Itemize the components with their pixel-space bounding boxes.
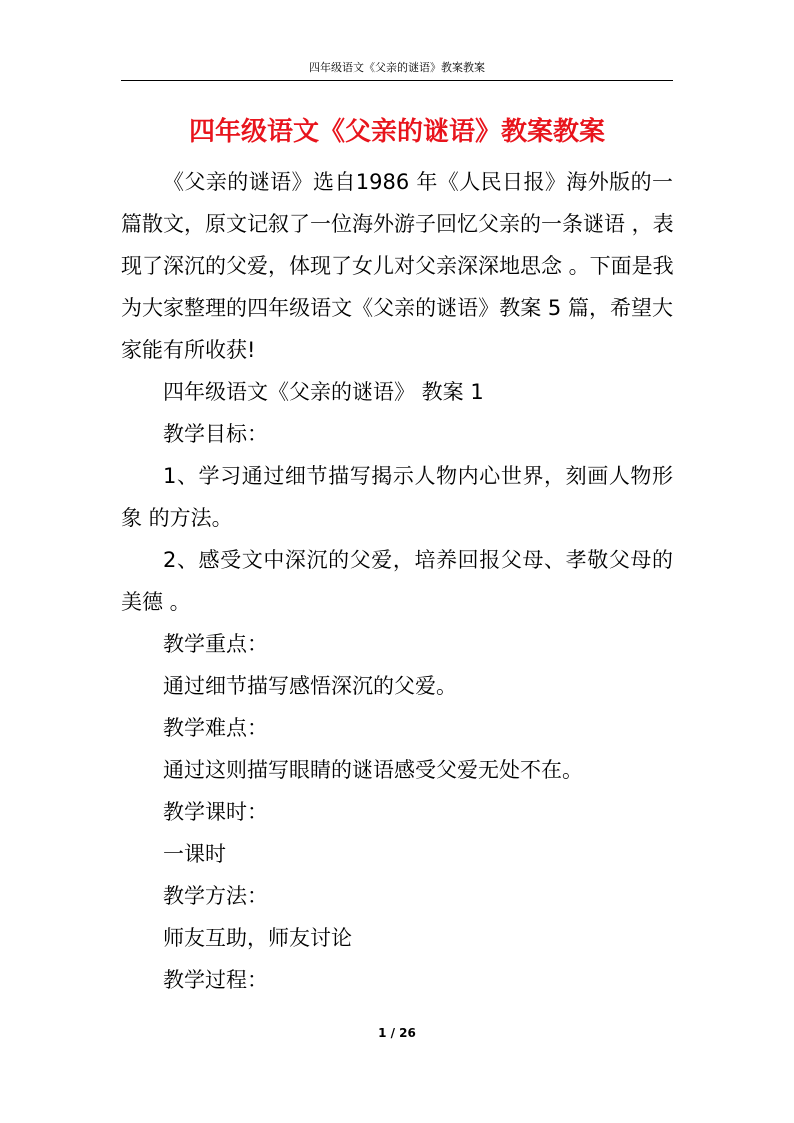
- key-point-text: 通过细节描写感悟深沉的父爱。: [163, 674, 457, 698]
- goal-1-line: 1、学习通过细节描写揭示人物内心世界，刻画人物形: [163, 464, 673, 488]
- key-point-label: 教学重点：: [163, 632, 268, 656]
- intro-line: 现了深沉的父爱，体现了女儿对父亲深深地思念 。下面是我: [121, 254, 674, 278]
- section-heading: 四年级语文《父亲的谜语》 教案 1: [163, 380, 484, 404]
- hours-label: 教学课时：: [163, 800, 268, 824]
- process-label: 教学过程：: [163, 968, 268, 992]
- header-divider: [121, 80, 673, 81]
- method-text: 师友互助，师友讨论: [163, 926, 352, 950]
- page-number: 1 / 26: [378, 1026, 416, 1040]
- goal-1-line: 象 的方法。: [121, 506, 233, 530]
- hours-text: 一课时: [163, 842, 226, 866]
- difficulty-label: 教学难点：: [163, 716, 268, 740]
- goals-label: 教学目标：: [163, 422, 268, 446]
- intro-line: 为大家整理的四年级语文《父亲的谜语》教案 5 篇，希望大: [121, 296, 673, 320]
- difficulty-text: 通过这则描写眼睛的谜语感受父爱无处不在。: [163, 758, 583, 782]
- method-label: 教学方法：: [163, 884, 268, 908]
- intro-line: 《父亲的谜语》选自1986 年《人民日报》海外版的一: [163, 170, 673, 194]
- intro-line: 篇散文，原文记叙了一位海外游子回忆父亲的一条谜语 ，表: [121, 212, 674, 236]
- goal-2-line: 2、感受文中深沉的父爱，培养回报父母、孝敬父母的: [163, 548, 673, 572]
- running-header: 四年级语文《父亲的谜语》教案教案: [309, 61, 485, 74]
- document-title: 四年级语文《父亲的谜语》教案教案: [188, 117, 605, 147]
- goal-2-line: 美德 。: [121, 590, 191, 614]
- intro-line: 家能有所收获!: [121, 338, 256, 362]
